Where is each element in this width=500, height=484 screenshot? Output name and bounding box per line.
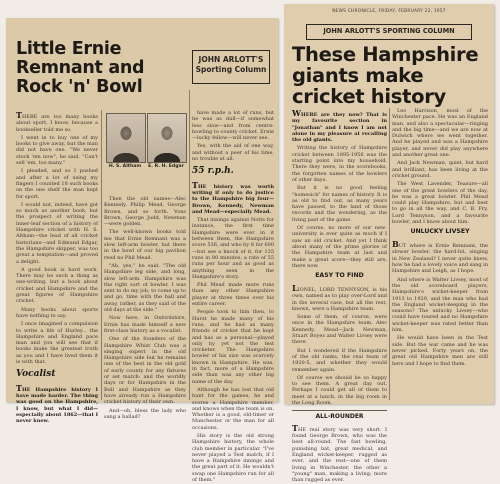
masthead: NEWS CHRONICLE, FRIDAY, FEBRUARY 22, 1957 [332,9,446,14]
caption-altham: H. S. Altham [108,164,142,169]
paragraph: But I wondered if the Hampshire of the old ranks, the real team of 1920-5, and whether they would remember again. [292,347,387,373]
paragraph: "Ah, yes," he said. "The old Hampshire leg side, and long, slow left-arm. Hampshire was the right sort of bowler. I was sent to do my job, to come up to and go, time with the ball and away, rather, as they said of the old days at the side." [104,262,186,314]
paragraph: WHERE are they now? That is my favourite section in "Jonathan" and I know I am not alone in my pleasure at recalling the old giants. [292,108,387,144]
paragraph: THE Hampshire history I have made harder. The thing was good on the Hampshire, I know, but what I did—especially about 1862—that I never knew. [16,382,98,425]
column-divider [189,90,190,400]
paragraph: Many books about sports have nothing to say. [16,306,98,319]
paragraph: His story is the old strong Hampshire history, the whole club member in particular. "I've never played a Test match, if I have a Hampshire innings and the great part of it. He wouldn't swap one Hampshire run for all of them." [192,432,274,484]
subheading-unlucky-livsey: UNLUCKY LIVSEY [410,228,470,236]
paragraph: The well-known books told me that Ernie Remnant was a slow left-arm bowler, but there in the bowl of our big pavilion reed no Phil Mead. [104,229,186,261]
subheading-all-rounder: ALL-ROUNDER [292,410,387,421]
paragraph: And where is Walter Livsey, most of the old scoreboard players, Hampshire's wicket-keeper from 1913 to 1929, and the man who had the England wicket-keeping in the seasons? The unlucky Livsey—who could have toured and no Hampshire wicket-keeper was rated better than him. [392,276,488,334]
paragraph: BUT where is Ernie Remnant, the slower bowler, the hard-hit, singing in New Zealand? I never quite knew, how he had a lovely voice and sang in Hampshire and Leigh, as I hope. [392,239,488,275]
left-column-3 [192,110,274,484]
paragraph: And Jack Newman, quiet, but hard and brilliant, has been living at the cricket ground. [392,160,488,179]
paragraph: THE real story was very short. I found George Brown, who was the best all-round. The fast bowling, punishing bat, great medical, and England wicket-keeper, rugged as ever, and the rest—one of them living in Winchester, the other a "young" man, making a living; more than rugged as ever. [292,422,387,484]
paragraph: Writing the history of Hampshire cricket between 1895-1956 was the starting point into my household. There they were, in the scorebooks, the forgotten names of the bowlers of other days. [292,145,387,183]
right-column-1 [292,108,387,484]
paragraph: Now here, in Oxfordshire, Ernie has made himself a new first-class history as a vocalist. [104,315,186,334]
paragraph: I would not, indeed, have got so much as another book, but the prospect of writing the inner-leaf section of a history of Hampshire cricket with H. S. Altham—the lead of all cricket historians—and Edmund Edgar, the Hampshire skipper, was too great a temptation—and proved a delight. [16,201,98,265]
paragraph: That innings against Notts for instance, the first time Hampshire were ever in it between them, the Hampshire score 536, and who by 8 for 600—but see a knock of it, for 135 runs in 80 minutes, a rate of 55 runs per hour and as good as anything seen in the Hampshire's story. [192,217,274,280]
subheading-vocalist: Vocalist [16,369,56,380]
paragraph: But it is no good feeling "homesick" for names of history. It is as old to find out, as many years have passed, to the land of those records and the wondering, as the living past of the game. [292,185,387,223]
subheading-easy-to-find: EASY TO FIND [315,272,364,280]
paragraph: LIONEL, LORD TENNYSON, is his own, named as to play over-Lord and in the several case, but all the rest, known, were a Hampshire team. [292,282,387,312]
column-divider [389,108,390,400]
photo-altham [106,113,146,163]
paragraph: People took to him then, to Hurst he made many of his runs, and he had as many friends of cricket that he kept and has as a personal—played only by yet not the test cricketer. The Hampshire bowler of his size was scarcely known in Hampshire. He was, in fact, more of a Hampshire side than was any other big name of the day. [192,309,274,385]
paragraph: Phil Mead made more runs than any other Hampshire player at three times over his entire career. [192,282,274,308]
paragraph: THERE are too many books about sport, I know, because a bookseller told me so. [16,110,98,133]
paragraph: I pleaded, and so I pushed and after a lot of using my fingers I counted 18 such books on the one shelf the man kept for sport. [16,168,98,200]
paragraph: Although he has lost that old hunt for the games, he and scores a Hampshire member, and knows when the team is on. Whether is a good, old-timer or Manchester or the man for all occasions. [192,386,274,431]
paragraph: He would have been in the Test side. But the war came and he was never picked. Forty years on, the great old Hampshire men are still here and I hope to find them. [392,335,488,367]
left-headline: Little Ernie Remnant and Rock 'n' Bowl [16,39,145,97]
right-column-2 [392,108,488,400]
paragraph: have made a lot of runs, but he was as dull—if somewhat less slow—and from centre-bowling to county cricket. Ernie—lucky fellow—will never see. [192,110,274,142]
left-column-box: JOHN ARLOTT'S Sporting Column [192,50,270,84]
paragraph: I went in to buy one of my books to give away, but the man did not have one. "We never stock 'em now", he said. "Can't sell 'em, too many." [16,134,98,167]
paragraph: One of the founders of the Hampshire Whist Club was a singing expert in the old Hampshire side but he remains one of the best in the old gold of early county for any fixtures or set match: and the worldly days or for Hampshire in the Bull and Hampshire as they have already run a Hampshire cricket history of their own. [104,336,186,406]
paragraph: A good book is hard work. There may be such a thing as one-writing, but a book about cricket and Hampshire and the great figures of Hampshire cricket. [16,266,98,305]
left-column-2 [104,196,186,420]
photo-edgar [147,113,187,163]
right-headline: These Hampshire giants make cricket history [292,43,479,109]
paragraph: THE history was worth writing if only to do justice to the Hampshire big four—Brown, Kennedy, Newman and Mead—especially Mead. [192,179,274,215]
column-divider [101,110,102,400]
right-column-box: JOHN ARLOTT'S SPORTING COLUMN [306,24,472,40]
caption-edgar: E. R. H. Edgar [148,164,184,169]
paragraph: The West Lavender, Teasure—all one of the great bowlers of the day, he was a great bowler. Phil Mead could play Hampshire, but and best to go in all the way, and C. B. Fry, Lord Tennyson, and a favourite bowler, and I know about him. [392,181,488,226]
paragraph: Yes, with the aid of one way, and without a peer of his time, no trouble at all. [192,143,274,163]
subheading-55-rph: 55 r.p.h. [192,166,234,177]
right-clipping [284,4,494,484]
paragraph: Leo Harrison, most of the Winchester pace. He was an England man, and also a spectacular—ringing and the big time—and we are now at Dulwich where we went together. And he played and was a Hampshire player, and never did play anywhere and another great one. [392,108,488,159]
left-clipping [6,18,278,484]
paragraph: Some of them, of course, were once in the Hampshire team. Alec Kennedy, Mead—Jack Newman, Stuart Boyes and Walter Livsey were there. [292,314,387,346]
paragraph: Then the old names—Alec Kennedy, Philip Mead, George Brown, and so forth. Vons Brown, George Judd, Newman—were golden. [104,196,186,228]
paragraph: Of course, no more of our new-university is ever quite as much if I saw an old cricket. And yet I think about many of the prime glories of the Hampshire team at last and make a great score—they still are; there now. [292,225,387,269]
paragraph: I once imagined a compulsion to write a life of Hurley... the Hampshire and England pace man and you will see that if books make the greatest truth as you and I have lived them it is with that. [16,321,98,365]
paragraph: Of course we should be so happy to see them. A great day out. Perhaps I could get all of them to meet at a lunch, in the big room in the Long Room. [292,374,387,406]
paragraph: And—oh, bless the lady who sang a ballad? [104,407,186,420]
left-column-1 [16,110,98,425]
